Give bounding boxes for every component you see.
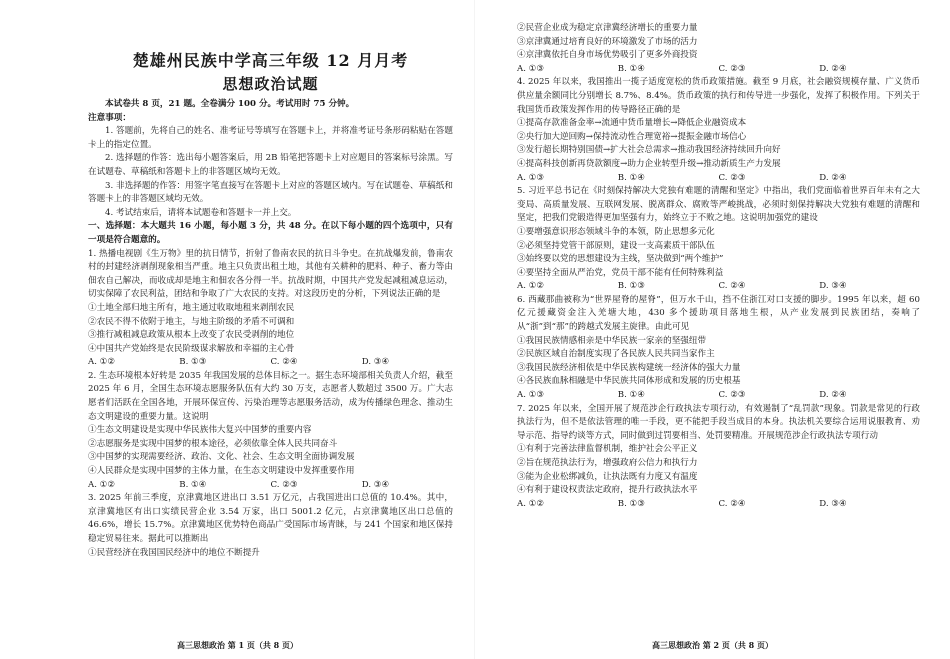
statement: ③发行超长期特别国债→扩大社会总需求→推动我国经济持续回升向好: [517, 145, 781, 156]
option-a[interactable]: A. ①③: [517, 390, 545, 401]
option-d[interactable]: D. ③④: [819, 498, 847, 509]
statement: ④提高科技创新再贷款额度→助力企业转型升级→推动新质生产力发展: [517, 158, 781, 169]
statement: ②旨在规范执法行为，增强政府公信力和执行力: [517, 458, 698, 468]
question-4-stem: 4. 2025 年以来，我国推出一揽子适度宽松的货币政策措施。截至 9 月底，社会融资规模存量、广义货币供应量余额同比分别增长 8.7%、8.4%。货币政策的执行和传导进一步强化，发挥了积极作用。下列关于我国货币政策发挥作用的传导路径正确的是: [517, 77, 920, 115]
option-c[interactable]: C. ②③: [718, 390, 746, 401]
statement: ①民营经济在我国国民经济中的地位不断提升: [88, 547, 260, 558]
question-3-options: [517, 63, 920, 77]
statement: ①我国民族情感相亲是中华民族一家亲的坚强纽带: [517, 335, 707, 346]
option-a[interactable]: A. ①②: [517, 281, 545, 292]
question-6-options: [517, 389, 920, 403]
option-b[interactable]: B. ①③: [617, 498, 645, 509]
statement: ②民族区域自治制度实现了各民族人民共同当家作主: [517, 349, 715, 360]
option-b[interactable]: B. ①④: [179, 479, 207, 490]
statement: ③京津冀通过培育良好的环境激发了市场的活力: [517, 36, 698, 47]
option-a[interactable]: A. ①③: [517, 63, 545, 74]
notice-item: 2. 选择题的作答：选出每小题答案后，用 2B 铅笔把答题卡上对应题目的答案标号涂黑。写在试题卷、草稿纸和答题卡上的非答题区域均无效。: [88, 153, 453, 177]
statement: ④中国共产党始终是农民阶级谋求解放和幸福的主心骨: [88, 343, 295, 354]
statement: ③能为企业松绑减负，让执法既有力度又有温度: [517, 471, 698, 482]
statement: ①土地全部归地主所有，地主通过收取地租来剥削农民: [88, 302, 295, 313]
exam-title: 楚雄州民族中学高三年级 12 月月考: [132, 51, 409, 70]
statement: ③始终要以党的思想建设为主线，坚决做到“两个维护”: [517, 254, 724, 265]
statement: ①有利于完善法律监督机制，维护社会公平正义: [517, 444, 698, 455]
option-b[interactable]: B. ①④: [617, 390, 645, 401]
option-d[interactable]: D. ③④: [819, 281, 847, 292]
option-d[interactable]: D. ②④: [819, 390, 847, 401]
statement: ②必须坚持党管干部原则，建设一支高素质干部队伍: [517, 240, 715, 251]
option-a[interactable]: A. ①③: [517, 172, 545, 183]
statement: ③我国民族经济相依是中华民族构建统一经济体的强大力量: [517, 362, 741, 373]
option-d[interactable]: D. ②④: [819, 63, 847, 74]
statement: ①生态文明建设是实现中华民族伟大复兴中国梦的重要内容: [88, 425, 312, 436]
statement: ④要坚持全面从严治党，党员干部不能有任何特殊利益: [517, 267, 724, 278]
option-b[interactable]: B. ①④: [617, 63, 645, 74]
statement: ④有利于建设权责法定政府，提升行政执法水平: [517, 485, 698, 496]
notice-heading: 注意事项：: [88, 112, 131, 123]
section-heading: 一、选择题：本大题共 16 小题，每小题 3 分，共 48 分。在以下每小题的四个选项中，只有一项是符合题意的。: [88, 221, 453, 245]
notice-item: 4. 考试结束后，请将本试题卷和答题卡一并上交。: [105, 207, 297, 218]
exam-info: 本试卷共 8 页，21 题。全卷满分 100 分。考试用时 75 分钟。: [105, 99, 355, 109]
statement: ②志愿服务是实现中国梦的根本途径，必须依靠全体人民共同奋斗: [88, 438, 338, 449]
option-c[interactable]: C. ②④: [718, 498, 746, 509]
option-d[interactable]: D. ③④: [361, 479, 390, 490]
option-c[interactable]: C. ②③: [718, 63, 746, 74]
option-a[interactable]: A. ①②: [88, 357, 116, 368]
notice-item: 1. 答题前，先将自己的姓名、准考证号等填写在答题卡上，并将准考证号条形码粘贴在答题卡上的指定位置。: [88, 126, 453, 150]
option-c[interactable]: C. ②③: [270, 479, 298, 490]
subject-title: 思想政治试题: [222, 75, 319, 93]
question-6-stem: 6. 西藏那曲被称为“世界屋脊的屋脊”，但万水千山，挡不住浙江对口支援的脚步。1995 年以来，超 60 亿元援藏资金注入羌塘大地，430 多个援助项目落地生根，从产业发展到民族团结，奏响了从“浙”到“那”的跨越式发展主旋律。由此可见: [517, 294, 920, 333]
page-footer: 高三思想政治 第 2 页（共 8 页）: [651, 640, 774, 650]
question-3-stem: 3. 2025 年前三季度，京津冀地区进出口 3.51 万亿元，占我国进出口总值的 10.4%。其中，京津冀地区有出口实绩民营企业 3.54 万家，出口 5001.2 亿元，占京津冀地区出口总值的 46.6%，增长 15.7%。京津冀地区优势特色商品广受国际市场青睐，与 241 个国家和地区保持稳定贸易往来。据此可以推断出: [88, 493, 453, 544]
statement: ②农民不得不依附于地主，与地主阶级的矛盾不可调和: [88, 316, 295, 327]
statement: ①提高存款准备金率→流通中货币量增长→降低企业融资成本: [517, 118, 747, 129]
page-footer: 高三思想政治 第 1 页（共 8 页）: [176, 640, 299, 650]
option-c[interactable]: C. ②③: [718, 172, 746, 183]
option-b[interactable]: B. ①③: [617, 281, 645, 292]
option-d[interactable]: D. ③④: [361, 357, 390, 368]
statement: ④人民群众是实现中国梦的主体力量，在生态文明建设中发挥重要作用: [88, 466, 355, 477]
statement: ④各民族血脉相融是中华民族共同体形成和发展的历史根基: [517, 376, 741, 387]
option-d[interactable]: D. ②④: [819, 172, 847, 183]
question-2-options: [88, 479, 453, 493]
option-a[interactable]: A. ①②: [88, 479, 116, 490]
question-1-options: [88, 356, 453, 370]
option-b[interactable]: B. ①④: [617, 172, 645, 183]
option-a[interactable]: A. ①②: [517, 498, 545, 509]
question-5-stem: 5. 习近平总书记在《时刻保持解决大党独有难题的清醒和坚定》中指出，我们党面临着世界百年未有之大变局、高质量发展、互联网发展、脱离群众、腐败等严峻挑战，必须时刻保持解决大党独有难题的清醒和坚定，把我们党锻造得更加坚强有力，始终立于不败之地。这说明加强党的建设: [517, 186, 920, 224]
option-c[interactable]: C. ②④: [718, 281, 746, 292]
question-7-stem: 7. 2025 年以来，全国开展了规范涉企行政执法专项行动，有效遏制了“乱罚款”现象。罚款是常见的行政执法行为，但不是依法管理的唯一手段，更不能把手段当成目的本身。执法机关要综合运用说服教育、劝导示范、指导约谈等方式，同时做到过罚要相当、处罚要精准。开展规范涉企行政执法专项行动: [517, 403, 920, 441]
question-4-options: [517, 172, 920, 186]
option-c[interactable]: C. ②④: [270, 357, 298, 368]
statement: ②民营企业成为稳定京津冀经济增长的重要力量: [517, 23, 698, 33]
page-2: [475, 0, 950, 659]
option-b[interactable]: B. ①③: [179, 357, 207, 368]
notice-item: 3. 非选择题的作答：用签字笔直接写在答题卡上对应的答题区域内。写在试题卷、草稿纸和答题卡上的非答题区域均无效。: [88, 180, 453, 205]
statement: ④京津冀依托自身市场优势吸引了更多外商投资: [517, 50, 698, 61]
statement: ①要增强意识形态领域斗争的本领，防止思想多元化: [517, 226, 715, 237]
question-2-stem: 2. 生态环境根本好转是 2035 年我国发展的总体目标之一。据生态环境部相关负责人介绍，截至 2025 年 6 月，全国生态环境志愿服务队伍有大约 30 万支，志愿者人数超过 3500 万。广大志愿者们活跃在全国各地，开展环保宣传、污染治理等志愿服务活动，成为传播绿色理念、推动生态文明建设的重要力量。这说明: [88, 370, 453, 422]
statement: ③推行减租减息政策从根本上改变了农民受剥削的地位: [88, 330, 295, 341]
statement: ③中国梦的实现需要经济、政治、文化、社会、生态文明全面协调发展: [88, 452, 355, 463]
question-7-options: [517, 498, 920, 512]
statement: ②央行加大逆回购→保持流动性合理宽裕→提振金融市场信心: [517, 131, 747, 142]
question-1-stem: 1. 热播电视剧《生万物》里的抗日情节，折射了鲁南农民的抗日斗争史。在抗战爆发前，鲁南农村的封建经济剥削现象相当严重。地主只负责出租土地，其他有关耕种的肥料、种子、畜力等由佃农自己解决，而收成却是地主和佃农各分得一半。抗战时期，中国共产党发起减租减息运动，切实保障了农民利益，团结和争取了广大农民的支持。对这段历史的分析，下列说法正确的是: [88, 248, 453, 300]
question-5-options: [517, 280, 920, 294]
